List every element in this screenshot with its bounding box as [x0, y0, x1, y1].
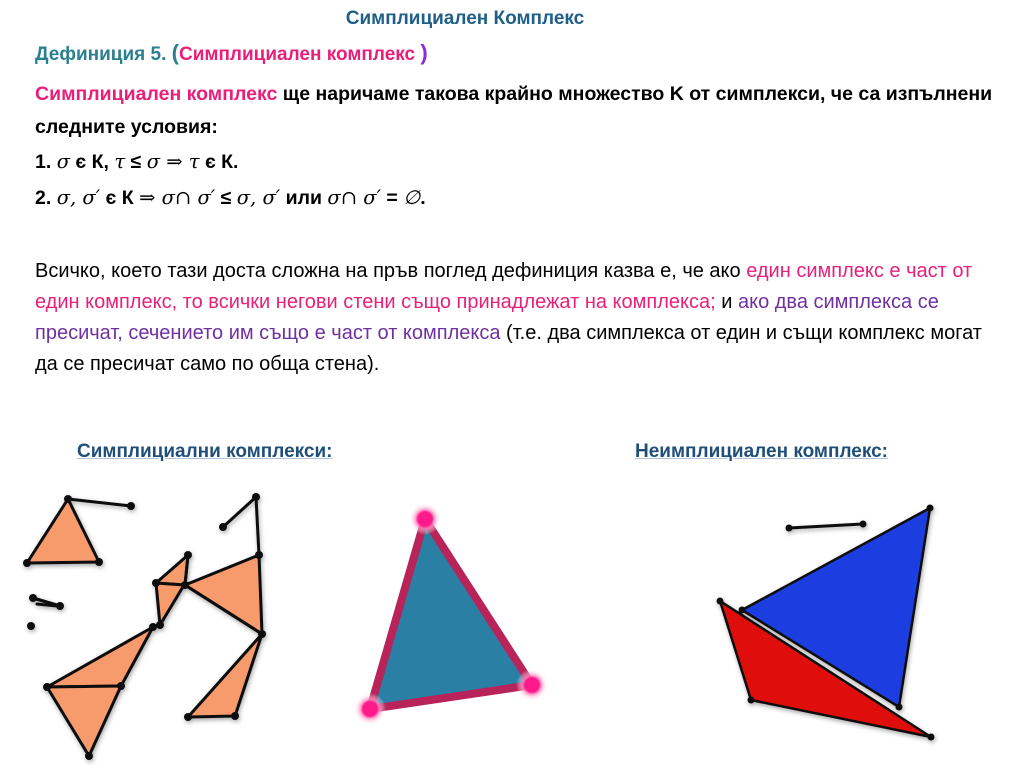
vertex — [64, 495, 72, 503]
vertex — [219, 523, 227, 531]
vertex — [181, 581, 189, 589]
vertex — [85, 752, 93, 760]
glowing-vertex — [354, 693, 386, 725]
vertex — [928, 734, 935, 741]
vertex — [43, 683, 51, 691]
edge — [37, 604, 57, 606]
condition-text: є К. — [199, 151, 239, 173]
definition-open-paren: ( — [171, 40, 179, 65]
math-symbol: ⇒ — [160, 150, 189, 173]
condition-number: 2. — [35, 187, 52, 209]
definition-name: Симплициален комплекс — [178, 44, 416, 65]
math-symbol: ⇒ σ∩ σ′ — [139, 186, 216, 209]
condition-text: = — [381, 187, 404, 209]
math-symbol: σ — [56, 150, 70, 173]
math-symbol: τ — [188, 150, 200, 173]
summary-highlight-purple: ако два симплекса се пресичат, сечението им също е част от комплекса — [35, 291, 939, 344]
math-symbol: σ∩ σ′ — [327, 186, 381, 209]
orange-triangle — [188, 634, 262, 717]
vertex — [717, 598, 724, 605]
edge — [68, 499, 131, 506]
definition-close-paren: ) — [420, 40, 428, 65]
vertex — [56, 602, 64, 610]
glowing-vertex — [409, 503, 441, 535]
condition-number: 1. — [35, 151, 52, 173]
orange-triangle — [47, 627, 153, 687]
condition-text: ≤ — [125, 151, 147, 173]
vertex — [29, 594, 37, 602]
condition-text: . — [420, 187, 426, 209]
orange-triangle — [156, 555, 188, 585]
glowing-vertex — [516, 669, 548, 701]
vertex — [184, 713, 192, 721]
vertex — [152, 579, 160, 587]
vertex — [896, 704, 903, 711]
definition-label: Дефиниция 5. — [35, 44, 167, 65]
page-title: Симплициален Комплекс — [345, 8, 585, 29]
vertex — [156, 621, 164, 629]
definition-term: Симплициален комплекс — [35, 83, 278, 105]
vertex — [184, 551, 192, 559]
vertex — [149, 623, 157, 631]
math-symbol: ∅ — [403, 186, 421, 209]
condition-text: ≤ — [215, 187, 237, 209]
edge — [789, 524, 863, 528]
orange-triangle — [27, 499, 99, 563]
vertex — [255, 551, 263, 559]
math-symbol: τ — [114, 150, 126, 173]
vertex — [95, 558, 103, 566]
vertex — [786, 525, 793, 532]
summary-text: и — [715, 291, 738, 313]
vertex — [27, 622, 35, 630]
definition-text: ще наричаме такова крайно множество K от симплекси, че са изпълнени следните условия: — [35, 83, 993, 138]
edge — [223, 497, 256, 527]
simplicial-complexes-heading: Симплициални комплекси: — [77, 441, 333, 462]
condition-text: є К — [100, 187, 140, 209]
single-triangle-figure — [354, 503, 548, 725]
vertex — [739, 607, 746, 614]
non-simplicial-complex-figure — [717, 505, 935, 741]
condition-text: є К, — [70, 151, 115, 173]
vertex — [258, 630, 266, 638]
math-symbol: σ, σ′ — [56, 186, 101, 209]
teal-triangle — [370, 519, 532, 709]
orange-triangle — [185, 555, 262, 634]
summary-highlight-pink: един симплекс е част от един комплекс, то всички негови стени също принадлежат на комплекса; — [35, 260, 973, 313]
orange-triangle — [156, 583, 184, 625]
orange-triangle — [47, 686, 121, 756]
vertex — [252, 493, 260, 501]
math-symbol: σ — [146, 150, 160, 173]
non-simplicial-complex-heading: Неимплициален комплекс: — [635, 441, 889, 462]
edge — [256, 497, 259, 555]
vertex — [748, 697, 755, 704]
vertex — [127, 502, 135, 510]
vertex — [117, 682, 125, 690]
math-symbol: σ, σ′ — [236, 186, 281, 209]
vertex — [927, 505, 934, 512]
condition-text: или — [280, 187, 328, 209]
summary-text: Всичко, което тази доста сложна на пръв поглед дефиниция казва е, че ако — [35, 260, 747, 282]
vertex — [231, 712, 239, 720]
vertex — [860, 521, 867, 528]
vertex — [23, 559, 31, 567]
simplicial-complexes-figure — [23, 493, 266, 760]
summary-text: (т.е. два симплекса от един и същи комплекс могат да се пресичат само по обща стена). — [35, 322, 982, 375]
